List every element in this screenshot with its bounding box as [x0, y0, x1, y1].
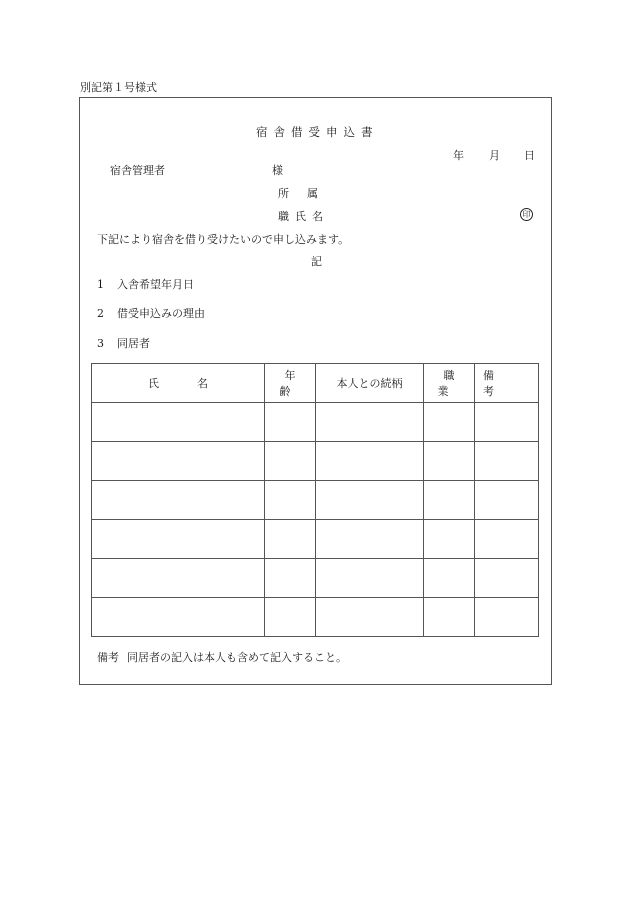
table-row	[92, 559, 539, 598]
header-remarks-char-1: 備	[483, 369, 494, 382]
note-label: 備考	[97, 651, 119, 664]
cell-remarks[interactable]	[475, 520, 539, 559]
cell-remarks[interactable]	[475, 559, 539, 598]
cell-occupation[interactable]	[424, 442, 475, 481]
position-name-label: 職氏名	[278, 210, 329, 223]
addressee-label: 宿舎管理者	[110, 164, 165, 177]
item-label: 借受申込みの理由	[117, 307, 205, 320]
item-number: 3	[97, 337, 104, 350]
cell-name[interactable]	[92, 598, 265, 637]
cell-name[interactable]	[92, 481, 265, 520]
cell-remarks[interactable]	[475, 403, 539, 442]
header-remarks-char-2: 考	[483, 385, 494, 398]
item-move-in-date	[97, 279, 194, 290]
cell-occupation[interactable]	[424, 559, 475, 598]
cell-remarks[interactable]	[475, 442, 539, 481]
cell-occupation[interactable]	[424, 598, 475, 637]
date-month-label: 月	[489, 149, 500, 162]
cell-name[interactable]	[92, 403, 265, 442]
seal-icon: 印	[520, 208, 533, 221]
cell-occupation[interactable]	[424, 403, 475, 442]
cell-remarks[interactable]	[475, 481, 539, 520]
header-age: 年齢	[265, 364, 316, 403]
cell-age[interactable]	[265, 520, 316, 559]
header-relationship: 本人との続柄	[316, 364, 424, 403]
item-label: 同居者	[117, 337, 150, 350]
table-header-row	[92, 364, 539, 403]
header-name: 氏名	[92, 364, 265, 403]
cohabitant-table	[91, 363, 539, 637]
cell-age[interactable]	[265, 403, 316, 442]
header-occupation: 職業	[424, 364, 475, 403]
table-row	[92, 520, 539, 559]
addressee-honorific: 様	[272, 164, 283, 177]
table-row	[92, 442, 539, 481]
intro-text: 下記により宿舎を借り受けたいので申し込みます。	[97, 233, 350, 246]
cell-name[interactable]	[92, 559, 265, 598]
cell-age[interactable]	[265, 598, 316, 637]
cell-relationship[interactable]	[316, 520, 424, 559]
cell-relationship[interactable]	[316, 403, 424, 442]
table-row	[92, 403, 539, 442]
cell-relationship[interactable]	[316, 559, 424, 598]
cell-age[interactable]	[265, 481, 316, 520]
item-number: 2	[97, 307, 104, 320]
cell-relationship[interactable]	[316, 598, 424, 637]
note	[97, 652, 347, 663]
cell-remarks[interactable]	[475, 598, 539, 637]
item-cohabitants	[97, 338, 150, 349]
cell-occupation[interactable]	[424, 481, 475, 520]
header-remarks	[475, 364, 539, 403]
note-text: 同居者の記入は本人も含めて記入すること。	[127, 651, 347, 664]
cell-name[interactable]	[92, 520, 265, 559]
date-year-label: 年	[453, 149, 464, 162]
cell-relationship[interactable]	[316, 481, 424, 520]
item-number: 1	[97, 278, 104, 291]
table-row	[92, 481, 539, 520]
item-label: 入舎希望年月日	[117, 278, 194, 291]
cell-occupation[interactable]	[424, 520, 475, 559]
form-title: 宿舎借受申込書	[256, 125, 379, 139]
cell-age[interactable]	[265, 442, 316, 481]
item-reason	[97, 308, 205, 319]
affiliation-label: 所属	[278, 187, 336, 200]
ki-heading: 記	[311, 255, 322, 268]
form-number: 別記第１号様式	[80, 81, 157, 94]
date-day-label: 日	[524, 149, 535, 162]
table-row	[92, 598, 539, 637]
cell-name[interactable]	[92, 442, 265, 481]
cell-age[interactable]	[265, 559, 316, 598]
cell-relationship[interactable]	[316, 442, 424, 481]
